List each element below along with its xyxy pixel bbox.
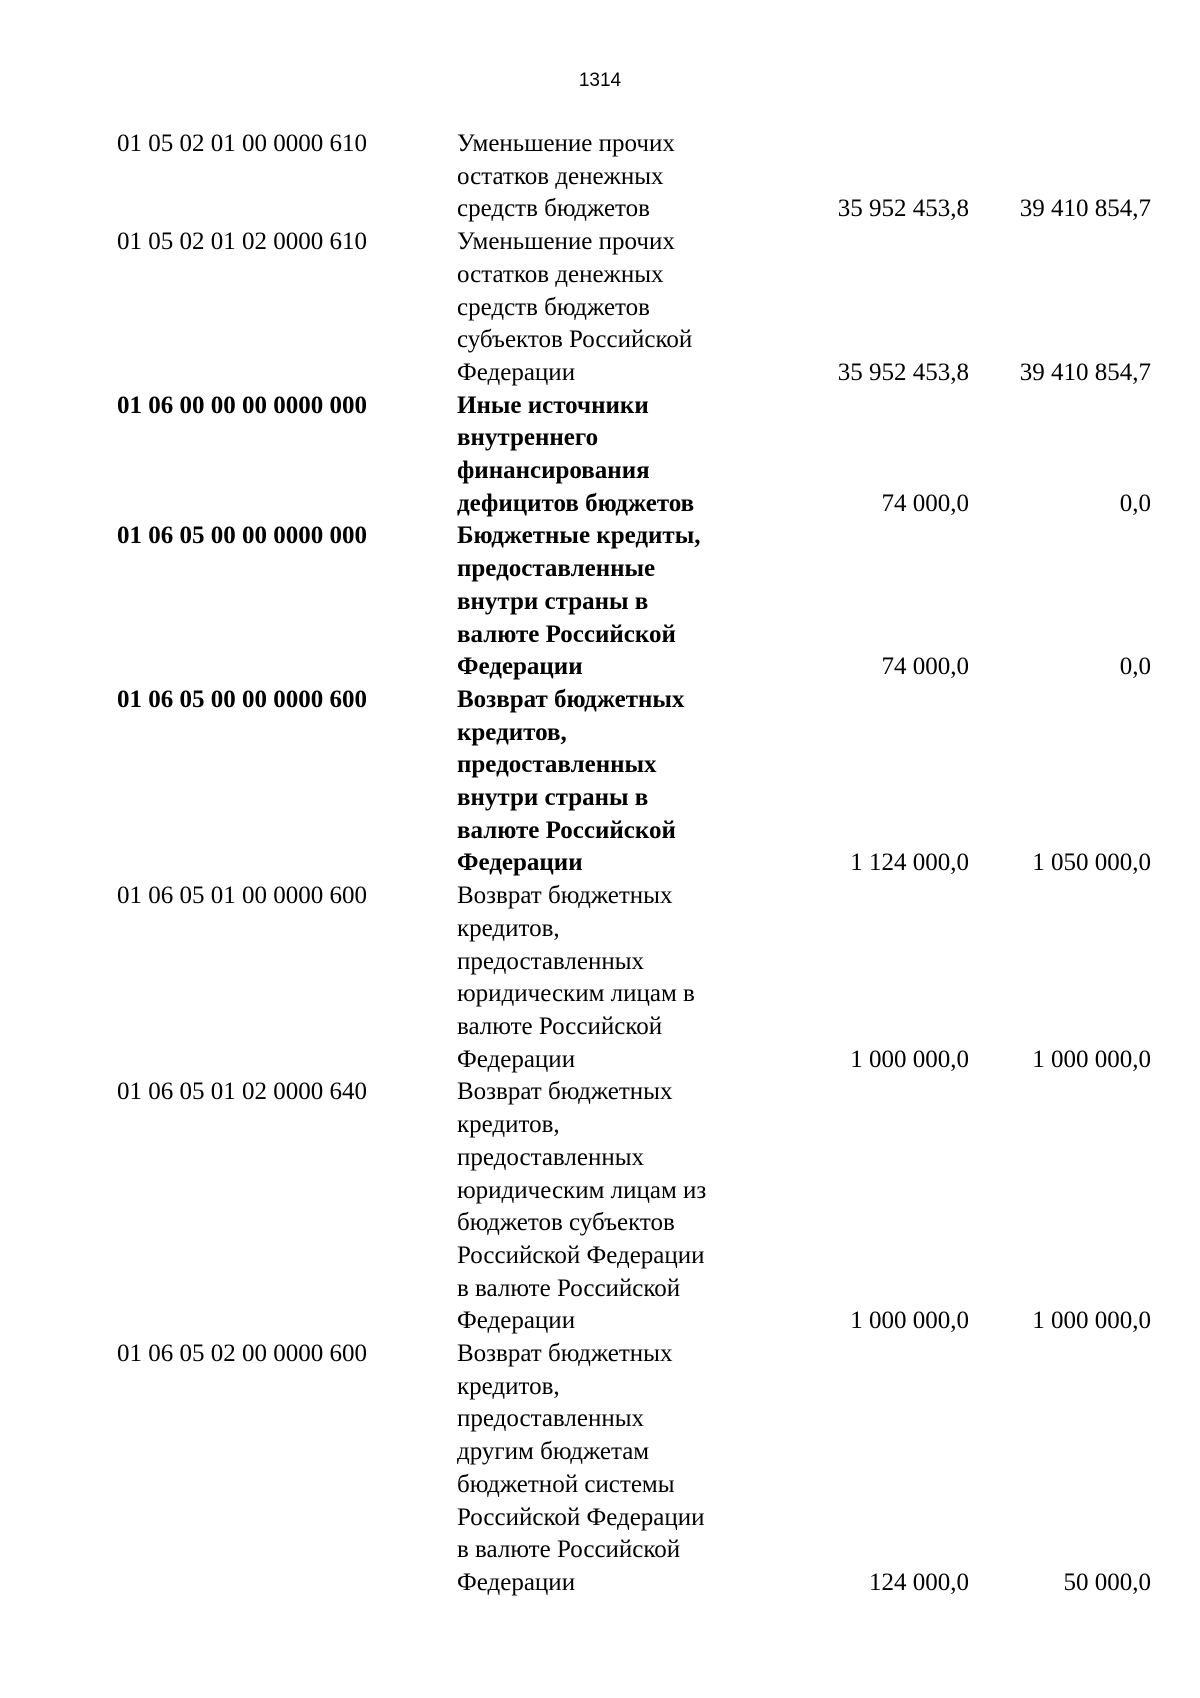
amount-first-year: 74 000,0 <box>881 489 969 517</box>
source-name-line: кредитов, <box>457 1111 560 1139</box>
source-name <box>457 520 747 684</box>
table-row <box>117 684 1151 880</box>
source-name-line: Российской Федерации <box>457 1241 705 1269</box>
source-name-line: предоставленных <box>457 947 645 975</box>
source-name-line: средств бюджетов <box>457 293 650 321</box>
source-name-line: предоставленные <box>457 555 656 583</box>
source-name-line: финансирования <box>457 457 650 485</box>
source-name-line: в валюте Российской <box>457 1274 681 1302</box>
amount-second-year: 50 000,0 <box>1063 1568 1151 1596</box>
source-name-line: внутреннего <box>457 424 599 452</box>
source-name <box>457 128 747 226</box>
amount-first-year: 1 124 000,0 <box>850 849 969 877</box>
source-name-line: бюджетной системы <box>457 1470 675 1498</box>
source-name-line: в валюте Российской <box>457 1536 681 1564</box>
source-name-line: предоставленных <box>457 1405 645 1433</box>
table-row <box>117 1076 1151 1338</box>
source-name-line: кредитов, <box>457 1372 560 1400</box>
amount-second-year: 39 410 854,7 <box>1019 195 1151 223</box>
source-name-line: Возврат бюджетных <box>457 882 673 910</box>
budget-code: 01 06 00 00 00 0000 000 <box>117 391 367 419</box>
source-name-line: Федерации <box>457 1307 576 1335</box>
amount-first-year: 1 000 000,0 <box>850 1307 969 1335</box>
amount-second-year: 0,0 <box>1119 489 1151 517</box>
source-name-line: Иные источники <box>457 391 649 419</box>
source-name-line: Федерации <box>457 1568 576 1596</box>
amount-second-year: 0,0 <box>1119 653 1151 681</box>
source-name-line: юридическим лицам из <box>457 1176 707 1204</box>
source-name-line: юридическим лицам в <box>457 980 695 1008</box>
table-row <box>117 880 1151 1076</box>
table-row <box>117 226 1151 390</box>
source-name-line: Возврат бюджетных <box>457 685 685 713</box>
source-name-line: Возврат бюджетных <box>457 1078 673 1106</box>
table-row <box>117 520 1151 684</box>
source-name-line: Федерации <box>457 849 583 877</box>
source-name-line: Уменьшение прочих <box>457 130 675 157</box>
amount-first-year: 124 000,0 <box>869 1568 969 1596</box>
source-name-line: Федерации <box>457 653 583 681</box>
source-name-line: Федерации <box>457 1045 576 1073</box>
source-name-line: внутри страны в <box>457 587 649 615</box>
source-name-line: валюте Российской <box>457 816 676 844</box>
source-name-line: средств бюджетов <box>457 195 650 223</box>
source-name <box>457 390 747 521</box>
source-name-line: предоставленных <box>457 1143 645 1171</box>
budget-sources-table <box>117 128 1151 1600</box>
source-name-line: предоставленных <box>457 751 657 779</box>
source-name <box>457 1338 747 1600</box>
source-name <box>457 684 747 880</box>
budget-code: 01 06 05 01 02 0000 640 <box>117 1078 367 1106</box>
source-name-line: Бюджетные кредиты, <box>457 522 701 550</box>
source-name <box>457 226 747 390</box>
source-name <box>457 1076 747 1338</box>
budget-code: 01 06 05 00 00 0000 000 <box>117 522 367 550</box>
source-name-line: остатков денежных <box>457 260 664 288</box>
amount-second-year: 1 000 000,0 <box>1032 1307 1151 1335</box>
source-name-line: внутри страны в <box>457 784 649 812</box>
budget-code: 01 06 05 01 00 0000 600 <box>117 882 367 910</box>
table-body <box>117 128 1151 1600</box>
budget-code: 01 05 02 01 02 0000 610 <box>117 228 367 256</box>
source-name-line: бюджетов субъектов <box>457 1209 675 1237</box>
table-row <box>117 1338 1151 1600</box>
amount-first-year: 74 000,0 <box>881 653 969 681</box>
amount-second-year: 1 050 000,0 <box>1032 849 1151 877</box>
source-name-line: Возврат бюджетных <box>457 1340 673 1368</box>
amount-second-year: 39 410 854,7 <box>1019 358 1151 386</box>
amount-second-year: 1 000 000,0 <box>1032 1045 1151 1073</box>
amount-first-year: 1 000 000,0 <box>850 1045 969 1073</box>
source-name-line: валюте Российской <box>457 1012 663 1040</box>
source-name-line: кредитов, <box>457 718 567 746</box>
page-number: 1314 <box>578 70 622 91</box>
table-row <box>117 390 1151 521</box>
budget-code: 01 06 05 02 00 0000 600 <box>117 1340 367 1368</box>
source-name-line: валюте Российской <box>457 620 676 648</box>
source-name-line: субъектов Российской <box>457 326 693 354</box>
source-name-line: другим бюджетам <box>457 1438 650 1466</box>
source-name-line: Федерации <box>457 358 576 386</box>
amount-first-year: 35 952 453,8 <box>837 358 969 386</box>
table-row <box>117 128 1151 226</box>
budget-code: 01 05 02 01 00 0000 610 <box>117 130 367 157</box>
source-name-line: кредитов, <box>457 914 560 942</box>
source-name-line: дефицитов бюджетов <box>457 489 695 517</box>
source-name-line: остатков денежных <box>457 162 664 190</box>
source-name <box>457 880 747 1076</box>
budget-code: 01 06 05 00 00 0000 600 <box>117 685 367 713</box>
source-name-line: Российской Федерации <box>457 1503 705 1531</box>
source-name-line: Уменьшение прочих <box>457 228 675 256</box>
amount-first-year: 35 952 453,8 <box>837 195 969 223</box>
